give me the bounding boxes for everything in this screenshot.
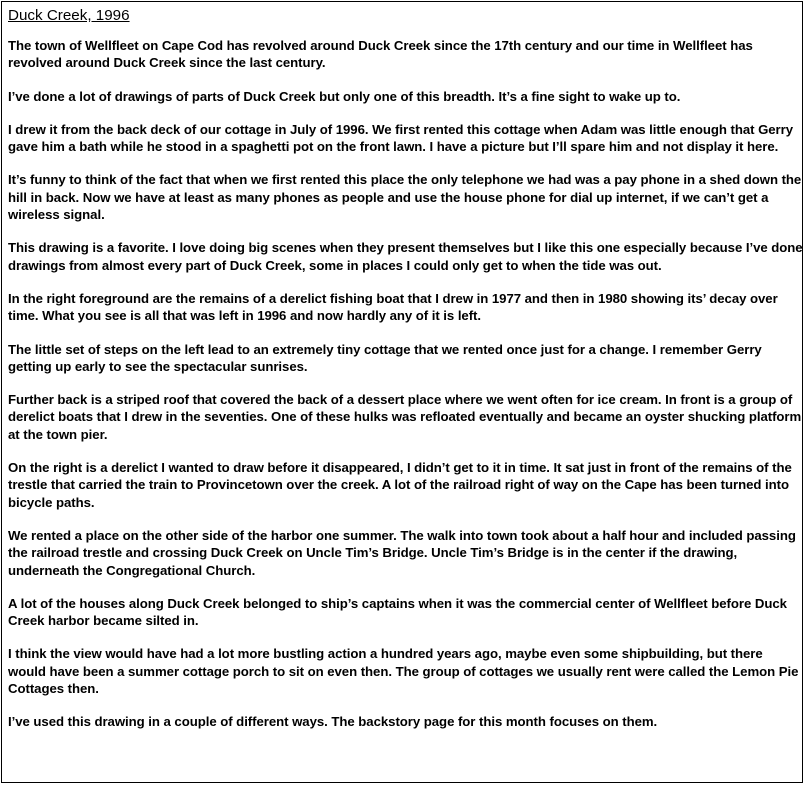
document-title: Duck Creek, 1996 — [8, 7, 130, 24]
paragraph: It’s funny to think of the fact that when we first rented this place the only telephone we had was a pay phone in a shed down the hill in back. Now we have at least as many phones as people and use the house phone for dial up internet, if we can’t get a wireless signal. — [8, 172, 802, 223]
paragraph: I think the view would have had a lot more bustling action a hundred years ago, maybe even some shipbuilding, but there would have been a summer cottage porch to sit on even then. The group of cottages we usually rent were called the Lemon Pie Cottages then. — [8, 646, 799, 697]
paragraph: In the right foreground are the remains of a derelict fishing boat that I drew in 1977 and then in 1980 showing its’ decay over time. What you see is all that was left in 1996 and now hardly any of it is left. — [8, 290, 778, 324]
paragraph: The little set of steps on the left lead to an extremely tiny cottage that we rented once just for a change. I remember Gerry getting up early to see the spectacular sunrises. — [8, 341, 762, 374]
paragraph: A lot of the houses along Duck Creek belonged to ship’s captains when it was the commercial center of Wellfleet before Duck Creek harbor became silted in. — [8, 595, 787, 629]
paragraph: I’ve used this drawing in a couple of different ways. The backstory page for this month focuses on them. — [8, 714, 658, 730]
paragraph: I drew it from the back deck of our cottage in July of 1996. We first rented this cottage when Adam was little enough that Gerry gave him a bath while he stood in a spaghetti pot on the front lawn. I have a picture but I’ll spare him and not display it here. — [8, 121, 794, 155]
text-frame — [1, 1, 803, 783]
paragraph: The town of Wellfleet on Cape Cod has revolved around Duck Creek since the 17th century and our time in Wellfleet has revolved around Duck Creek since the last century. — [8, 38, 753, 71]
paragraph: Further back is a striped roof that covered the back of a dessert place where we went often for ice cream. In front is a group of derelict boats that I drew in the seventies. One of these hulks was refloated eventually and became an oyster shucking platform at the town pier. — [8, 392, 802, 442]
paragraph: On the right is a derelict I wanted to draw before it disappeared, I didn’t get to it in time. It sat just in front of the remains of the trestle that carried the train to Provincetown over the creek. A lot of the railroad right of way on the Cape has been turned into bicycle paths. — [8, 460, 792, 510]
paragraph: I’ve done a lot of drawings of parts of Duck Creek but only one of this breadth. It’s a fine sight to wake up to. — [8, 88, 681, 104]
paragraph: We rented a place on the other side of the harbor one summer. The walk into town took about a half hour and included passing the railroad trestle and crossing Duck Creek on Uncle Tim’s Bridge. Uncle Tim’s Bridge is in the center if the drawing, underneath the Congregational Church. — [8, 527, 796, 578]
document-body — [8, 6, 804, 747]
paragraph: This drawing is a favorite. I love doing big scenes when they present themselves but I like this one especially because I’ve done drawings from almost every part of Duck Creek, some in places I could only get to when the tide was out. — [8, 240, 803, 273]
